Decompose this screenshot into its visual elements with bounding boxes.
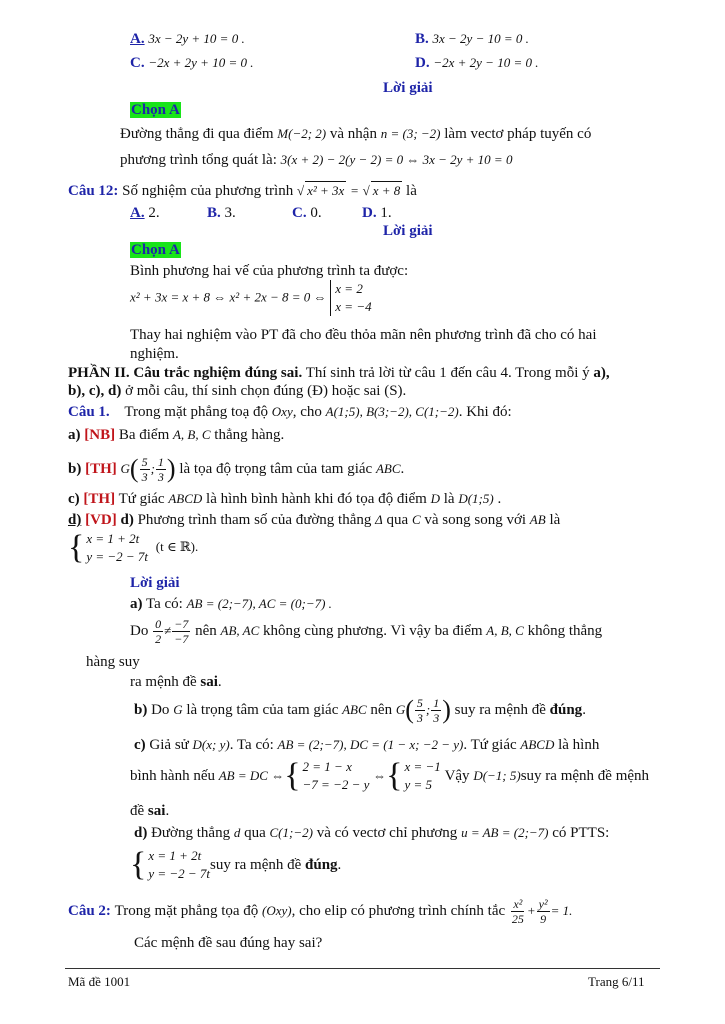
denominator: 25 <box>511 911 524 926</box>
solution-line: Bình phương hai vế của phương trình ta được: <box>130 263 409 279</box>
verdict: sai <box>200 674 218 690</box>
solution-d-line2 <box>130 845 341 885</box>
text: ra mệnh đề <box>130 674 197 690</box>
math: AB <box>529 512 546 527</box>
solution-d <box>134 824 609 842</box>
denominator: −7 <box>174 631 189 646</box>
answer-badge-text: Chọn A <box>131 242 180 258</box>
solution-equation <box>130 280 372 316</box>
text: Đường thẳng <box>151 825 231 841</box>
equation-row: x = 1 + 2t <box>86 531 140 546</box>
text: đề <box>130 803 145 819</box>
text: và song song với <box>424 512 527 528</box>
statement-c <box>68 490 501 508</box>
equation-row: x = −1 <box>404 759 441 774</box>
text: , cho elip có phương trình chính tắc <box>291 903 506 919</box>
text: . <box>400 461 405 477</box>
option-d-text: −2x + 2y − 10 = 0 . <box>433 55 539 70</box>
option-a-text: 3x − 2y + 10 = 0 . <box>148 31 245 46</box>
question-2-line2: Các mệnh đề sau đúng hay sai? <box>134 935 323 951</box>
solution-line <box>120 125 591 143</box>
equation-row: 2 = 1 − x <box>302 759 352 774</box>
statement-a <box>68 426 284 444</box>
question-label: Câu 1. <box>68 404 110 420</box>
denominator: 2 <box>155 631 162 646</box>
text: là hình bình hành khi đó tọa độ điểm <box>206 491 427 507</box>
text: . <box>337 857 342 873</box>
equation-row: y = 5 <box>404 777 433 792</box>
text: Số nghiệm của phương trình <box>122 183 294 199</box>
q12-option-a <box>130 204 160 222</box>
denominator: 3 <box>416 710 423 725</box>
option-a <box>130 30 245 48</box>
math: G <box>173 702 183 717</box>
answer-badge-text: Chọn A <box>131 102 180 118</box>
footer-exam-code: Mã đề 1001 <box>68 974 131 989</box>
text: nên <box>370 702 393 718</box>
math: D <box>430 491 440 506</box>
solution-heading: Lời giải <box>383 80 433 96</box>
numerator: x² <box>513 896 523 911</box>
math: C(1;−2) <box>269 825 313 840</box>
radicand: x + 8 <box>372 183 401 198</box>
text: ở mỗi câu, thí sinh chọn đúng (Đ) hoặc sai (S). <box>125 383 407 399</box>
numerator: 0 <box>155 616 162 631</box>
option-b-text: 3x − 2y − 10 = 0 . <box>432 31 529 46</box>
option-c-text: −2x + 2y + 10 = 0 . <box>148 55 254 70</box>
math: C <box>411 512 421 527</box>
statement-label: a) <box>130 596 143 612</box>
part-title: PHẦN II. Câu trắc nghiệm đúng sai. <box>68 365 303 381</box>
text: bình hành nếu <box>130 768 215 784</box>
text: . Khi đó: <box>458 404 512 420</box>
text: Trong mặt phẳng toạ độ <box>124 404 269 420</box>
solution-line: hàng suy <box>86 654 140 670</box>
q12-option-c <box>292 204 322 222</box>
text: Thí sinh trả lời từ câu 1 đến câu 4. Trong mỗi ý <box>305 365 590 381</box>
text: . Tứ giác <box>463 737 517 753</box>
normal-vector: n = (3; −2) <box>380 126 441 141</box>
option-value: 1. <box>380 205 392 221</box>
numerator: 5 <box>141 454 148 469</box>
math: D(1;5) <box>458 491 494 506</box>
text: suy ra mệnh đề <box>454 702 546 718</box>
question-label: Câu 12: <box>68 183 119 199</box>
text: . <box>165 803 170 819</box>
level-tag: [TH] <box>85 461 117 477</box>
level-tag: [NB] <box>84 427 116 443</box>
solution-a-line2 <box>130 614 602 648</box>
answer-badge <box>130 101 181 119</box>
solution-heading: Lời giải <box>383 223 433 239</box>
math: A, B, C <box>486 623 524 638</box>
math: = 1. <box>550 903 573 918</box>
text: là <box>549 512 561 528</box>
text: suy ra mệnh đề mệnh <box>520 768 650 784</box>
statement-label: d) <box>134 825 148 841</box>
math: AB, AC <box>220 623 260 638</box>
root: x = 2 <box>335 281 363 296</box>
text: . <box>497 491 502 507</box>
equals: = <box>350 183 359 198</box>
solution-line: nghiệm. <box>130 346 179 362</box>
math: d <box>233 825 241 840</box>
text: Vậy <box>444 768 470 784</box>
solution-a <box>130 595 332 613</box>
text: Tứ giác <box>118 491 165 507</box>
option-value: 3. <box>224 205 236 221</box>
option-c-key: C. <box>130 55 145 71</box>
denominator: 9 <box>540 911 547 926</box>
statement-label: c) <box>68 491 80 507</box>
text: và nhận <box>329 126 377 142</box>
text: suy ra mệnh đề <box>210 857 302 873</box>
question-2 <box>68 893 572 929</box>
text: Phương trình tham số của đường thẳng <box>137 512 372 528</box>
option-value: 2. <box>148 205 160 221</box>
text: thẳng hàng. <box>214 427 285 443</box>
statement-label: d) <box>120 512 134 528</box>
text: , cho <box>292 404 322 420</box>
text: . <box>582 702 586 718</box>
statement-label: b) <box>134 702 148 718</box>
math: Oxy <box>271 404 293 419</box>
text: Ta có: <box>145 596 183 612</box>
solution-c <box>134 736 599 754</box>
text: là hình <box>558 737 600 753</box>
statement-label: a) <box>68 427 81 443</box>
option-b <box>415 30 529 48</box>
option-key: A. <box>130 205 145 221</box>
text: Do <box>130 623 149 639</box>
equation-row: x = 1 + 2t <box>148 848 202 863</box>
part-ii-intro <box>68 382 406 400</box>
equation-system: { x = 1 + 2t y = −2 − 7t <box>68 529 149 566</box>
text: Trong mặt phẳng tọa độ <box>114 903 259 919</box>
text: Ba điểm <box>118 427 170 443</box>
answer-badge <box>130 241 181 259</box>
numerator: y² <box>538 896 548 911</box>
text: làm vectơ pháp tuyến có <box>444 126 592 142</box>
math: G <box>120 461 130 476</box>
text: không cùng phương. Vì vậy ba điểm <box>263 623 483 639</box>
solution-heading: Lời giải <box>130 575 180 591</box>
math: ABCD <box>168 491 203 506</box>
text: a), <box>593 365 610 381</box>
option-value: 0. <box>310 205 322 221</box>
option-c <box>130 54 253 72</box>
text: không thẳng <box>527 623 603 639</box>
text: . Ta có: <box>229 737 274 753</box>
equation-system: { x = 1 + 2t y = −2 − 7t <box>130 846 211 883</box>
option-key: D. <box>362 205 377 221</box>
math: ≠ <box>164 623 172 638</box>
verdict: đúng <box>549 702 583 718</box>
statement-label: d) <box>68 512 82 528</box>
q12-option-d <box>362 204 392 222</box>
option-key: B. <box>207 205 221 221</box>
statement-b: b) [TH] G ( $\frac{5}{3}$ ; $\frac{1}{3}$ ) là tọa độ trọng tâm của tam giác ABC . <box>68 454 405 484</box>
equation-row: −7 = −2 − y <box>302 777 370 792</box>
math: A, B, C <box>172 427 211 442</box>
solution-line <box>120 151 512 169</box>
statement-d <box>68 511 560 529</box>
option-a-key: A. <box>130 31 145 47</box>
text: là tọa độ trọng tâm của tam giác <box>179 461 373 477</box>
text: có PTTS: <box>552 825 610 841</box>
equation-system <box>330 280 371 316</box>
question-1 <box>68 403 512 421</box>
math: AB = (2;−7), DC = (1 − x; −2 − y) <box>277 737 464 752</box>
verdict: sai <box>147 803 166 819</box>
point-m: M(−2; 2) <box>277 126 327 141</box>
text: và có vectơ chỉ phương <box>316 825 458 841</box>
equation: x² + 3x = x + 8 ⇔ x² + 2x − 8 = 0 ⇔ <box>130 289 327 305</box>
level-tag: [TH] <box>83 491 116 507</box>
statement-label: c) <box>134 737 146 753</box>
math: A(1;5), B(3;−2), C(1;−2) <box>325 404 459 419</box>
math: AB = DC ⇔ <box>218 768 285 783</box>
question-label: Câu 2: <box>68 903 111 919</box>
statement-label: b) <box>68 461 82 477</box>
text: nên <box>195 623 217 639</box>
text: . <box>217 674 222 690</box>
numerator: −7 <box>174 616 189 631</box>
text: Giả sử <box>149 737 189 753</box>
math: ABC <box>342 702 367 717</box>
option-d <box>415 54 538 72</box>
equation: 3(x + 2) − 2(y − 2) = 0 ⇔ 3x − 2y + 10 = 0 <box>280 152 513 167</box>
solution-line <box>130 802 169 820</box>
math: ABC <box>375 461 401 476</box>
footer-page-number: Trang 6/11 <box>588 974 645 989</box>
part-ii-intro <box>68 364 610 382</box>
math: D(x; y) <box>192 737 230 752</box>
solution-line <box>130 673 222 691</box>
q12-option-b <box>207 204 236 222</box>
math: Δ <box>375 512 383 527</box>
root: x = −4 <box>335 299 372 314</box>
option-b-key: B. <box>415 31 429 47</box>
text: qua <box>244 825 266 841</box>
condition: (t ∈ ℝ). <box>155 539 199 555</box>
math: AB = (2;−7), AC = (0;−7) . <box>186 596 332 611</box>
denominator: 3 <box>433 710 440 725</box>
text: là <box>443 491 455 507</box>
text: qua <box>386 512 409 528</box>
footer-divider <box>65 968 660 969</box>
text: Đường thẳng đi qua điểm <box>120 126 274 142</box>
numerator: 1 <box>157 454 164 469</box>
text: là <box>406 183 417 199</box>
numerator: 5 <box>416 695 423 710</box>
option-key: C. <box>292 205 307 221</box>
equation-system: { x = −1 y = 5 <box>386 757 441 794</box>
verdict: đúng <box>305 857 338 873</box>
text: phương trình tổng quát là: <box>120 152 277 168</box>
parametric-equation <box>68 530 198 566</box>
math: ABCD <box>520 737 555 752</box>
equation-system: { 2 = 1 − x −7 = −2 − y <box>284 757 370 794</box>
math: D(−1; 5) <box>473 768 521 783</box>
text: Do <box>151 702 170 718</box>
solution-c-line2 <box>130 756 649 796</box>
math: (Oxy) <box>262 903 292 918</box>
option-d-key: D. <box>415 55 430 71</box>
text: b), c), d) <box>68 383 122 399</box>
denominator: 3 <box>157 469 164 484</box>
math: u = AB = (2;−7) <box>461 825 549 840</box>
question-12: Câu 12: Số nghiệm của phương trình √ x² + 3x = √ x + 8 là <box>68 183 417 199</box>
denominator: 3 <box>141 469 148 484</box>
math: ⇔ <box>373 768 387 783</box>
level-tag: [VD] <box>85 512 117 528</box>
equation-row: y = −2 − 7t <box>86 549 149 564</box>
radicand: x² + 3x <box>307 183 345 198</box>
math: + <box>526 903 536 918</box>
equation-row: y = −2 − 7t <box>148 866 211 881</box>
solution-line: Thay hai nghiệm vào PT đã cho đều thỏa mãn nên phương trình đã cho có hai <box>130 327 597 343</box>
numerator: 1 <box>433 695 440 710</box>
solution-b: b) Do G là trọng tâm của tam giác ABC nên G ( $\frac{5}{3}$ ; $\frac{1}{3}$ ) suy ra mệnh đề đúng . <box>134 695 586 725</box>
text: là trọng tâm của tam giác <box>186 702 339 718</box>
